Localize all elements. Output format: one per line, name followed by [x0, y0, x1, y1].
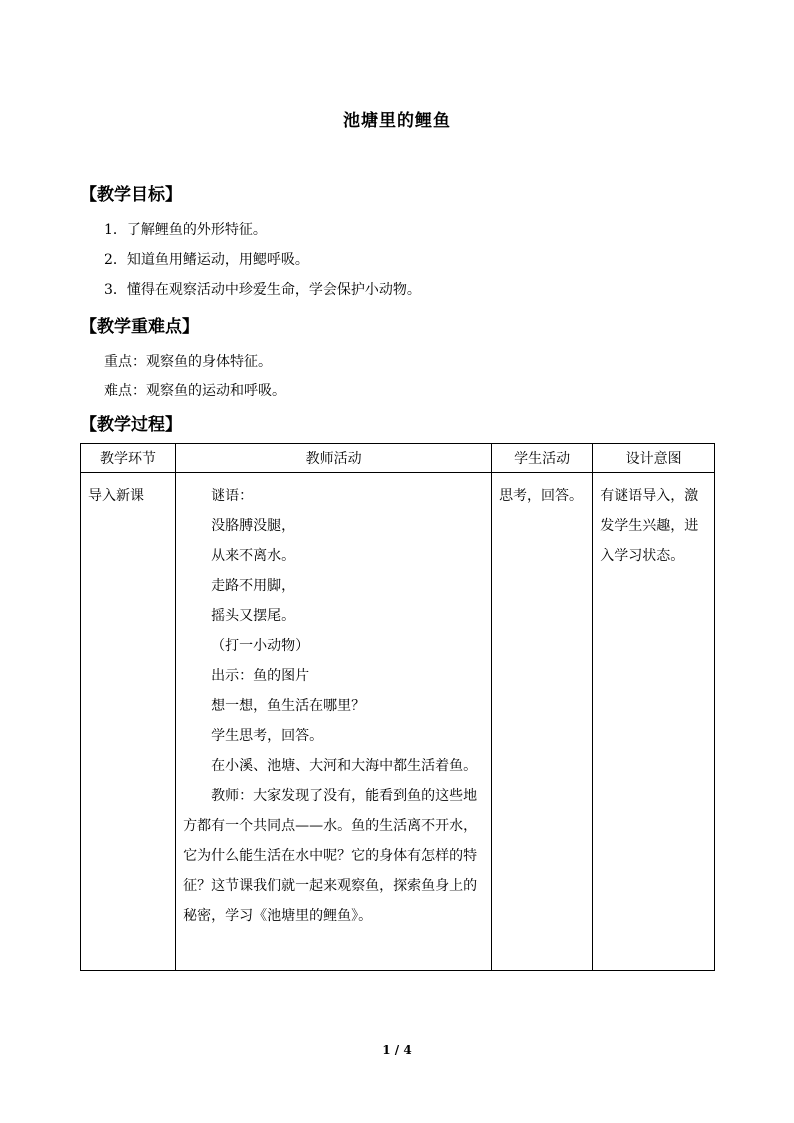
page-number: 1 / 4	[382, 1043, 412, 1057]
teaching-process-table	[80, 443, 715, 971]
header-design-intent: 设计意图	[593, 444, 715, 473]
teacher-line: 想一想，鱼生活在哪里？	[211, 698, 366, 714]
teacher-paragraph: 教师：大家发现了没有，能看到鱼的这些地方都有一个共同点——水。鱼的生活离不开水，它为什么能生活在水中呢？它的身体有怎样的特征？这节课我们就一起来观察鱼，探索鱼身上的秘密，学习《池塘里的鲤鱼》。	[183, 788, 478, 924]
table-header-row	[81, 444, 715, 473]
teacher-line: 谜语：	[211, 488, 254, 504]
header-student-activity: 学生活动	[492, 444, 593, 473]
cell-design-intent: 有谜语导入，激发学生兴趣，进入学习状态。	[593, 473, 715, 971]
cell-teacher-activity	[176, 473, 492, 971]
key-point-focus: 重点：观察鱼的身体特征。	[104, 354, 272, 370]
objective-item-1: 1．了解鲤鱼的外形特征。	[104, 222, 267, 238]
objective-item-3: 3．懂得在观察活动中珍爱生命，学会保护小动物。	[104, 282, 421, 298]
teacher-line: 没胳膊没腿，	[211, 518, 296, 534]
teacher-line: 学生思考，回答。	[211, 728, 324, 744]
objectives-heading: 【教学目标】	[80, 185, 182, 205]
header-stage: 教学环节	[81, 444, 176, 473]
objective-item-2: 2．知道鱼用鳍运动，用鳃呼吸。	[104, 252, 309, 268]
cell-stage: 导入新课	[81, 473, 176, 971]
key-points-heading: 【教学重难点】	[80, 317, 199, 337]
process-heading: 【教学过程】	[80, 415, 182, 435]
teacher-line: 出示：鱼的图片	[211, 668, 310, 684]
teacher-line: 从来不离水。	[211, 548, 296, 564]
cell-student-activity: 思考，回答。	[492, 473, 593, 971]
document-title: 池塘里的鲤鱼	[343, 111, 451, 131]
teacher-line: （打一小动物）	[211, 638, 310, 654]
teacher-line: 摇头又摆尾。	[211, 608, 296, 624]
table-row	[81, 473, 715, 971]
teacher-paragraph: 在小溪、池塘、大河和大海中都生活着鱼。	[211, 758, 478, 774]
header-teacher-activity: 教师活动	[176, 444, 492, 473]
key-point-difficulty: 难点：观察鱼的运动和呼吸。	[104, 383, 286, 399]
teacher-line: 走路不用脚，	[211, 578, 296, 594]
